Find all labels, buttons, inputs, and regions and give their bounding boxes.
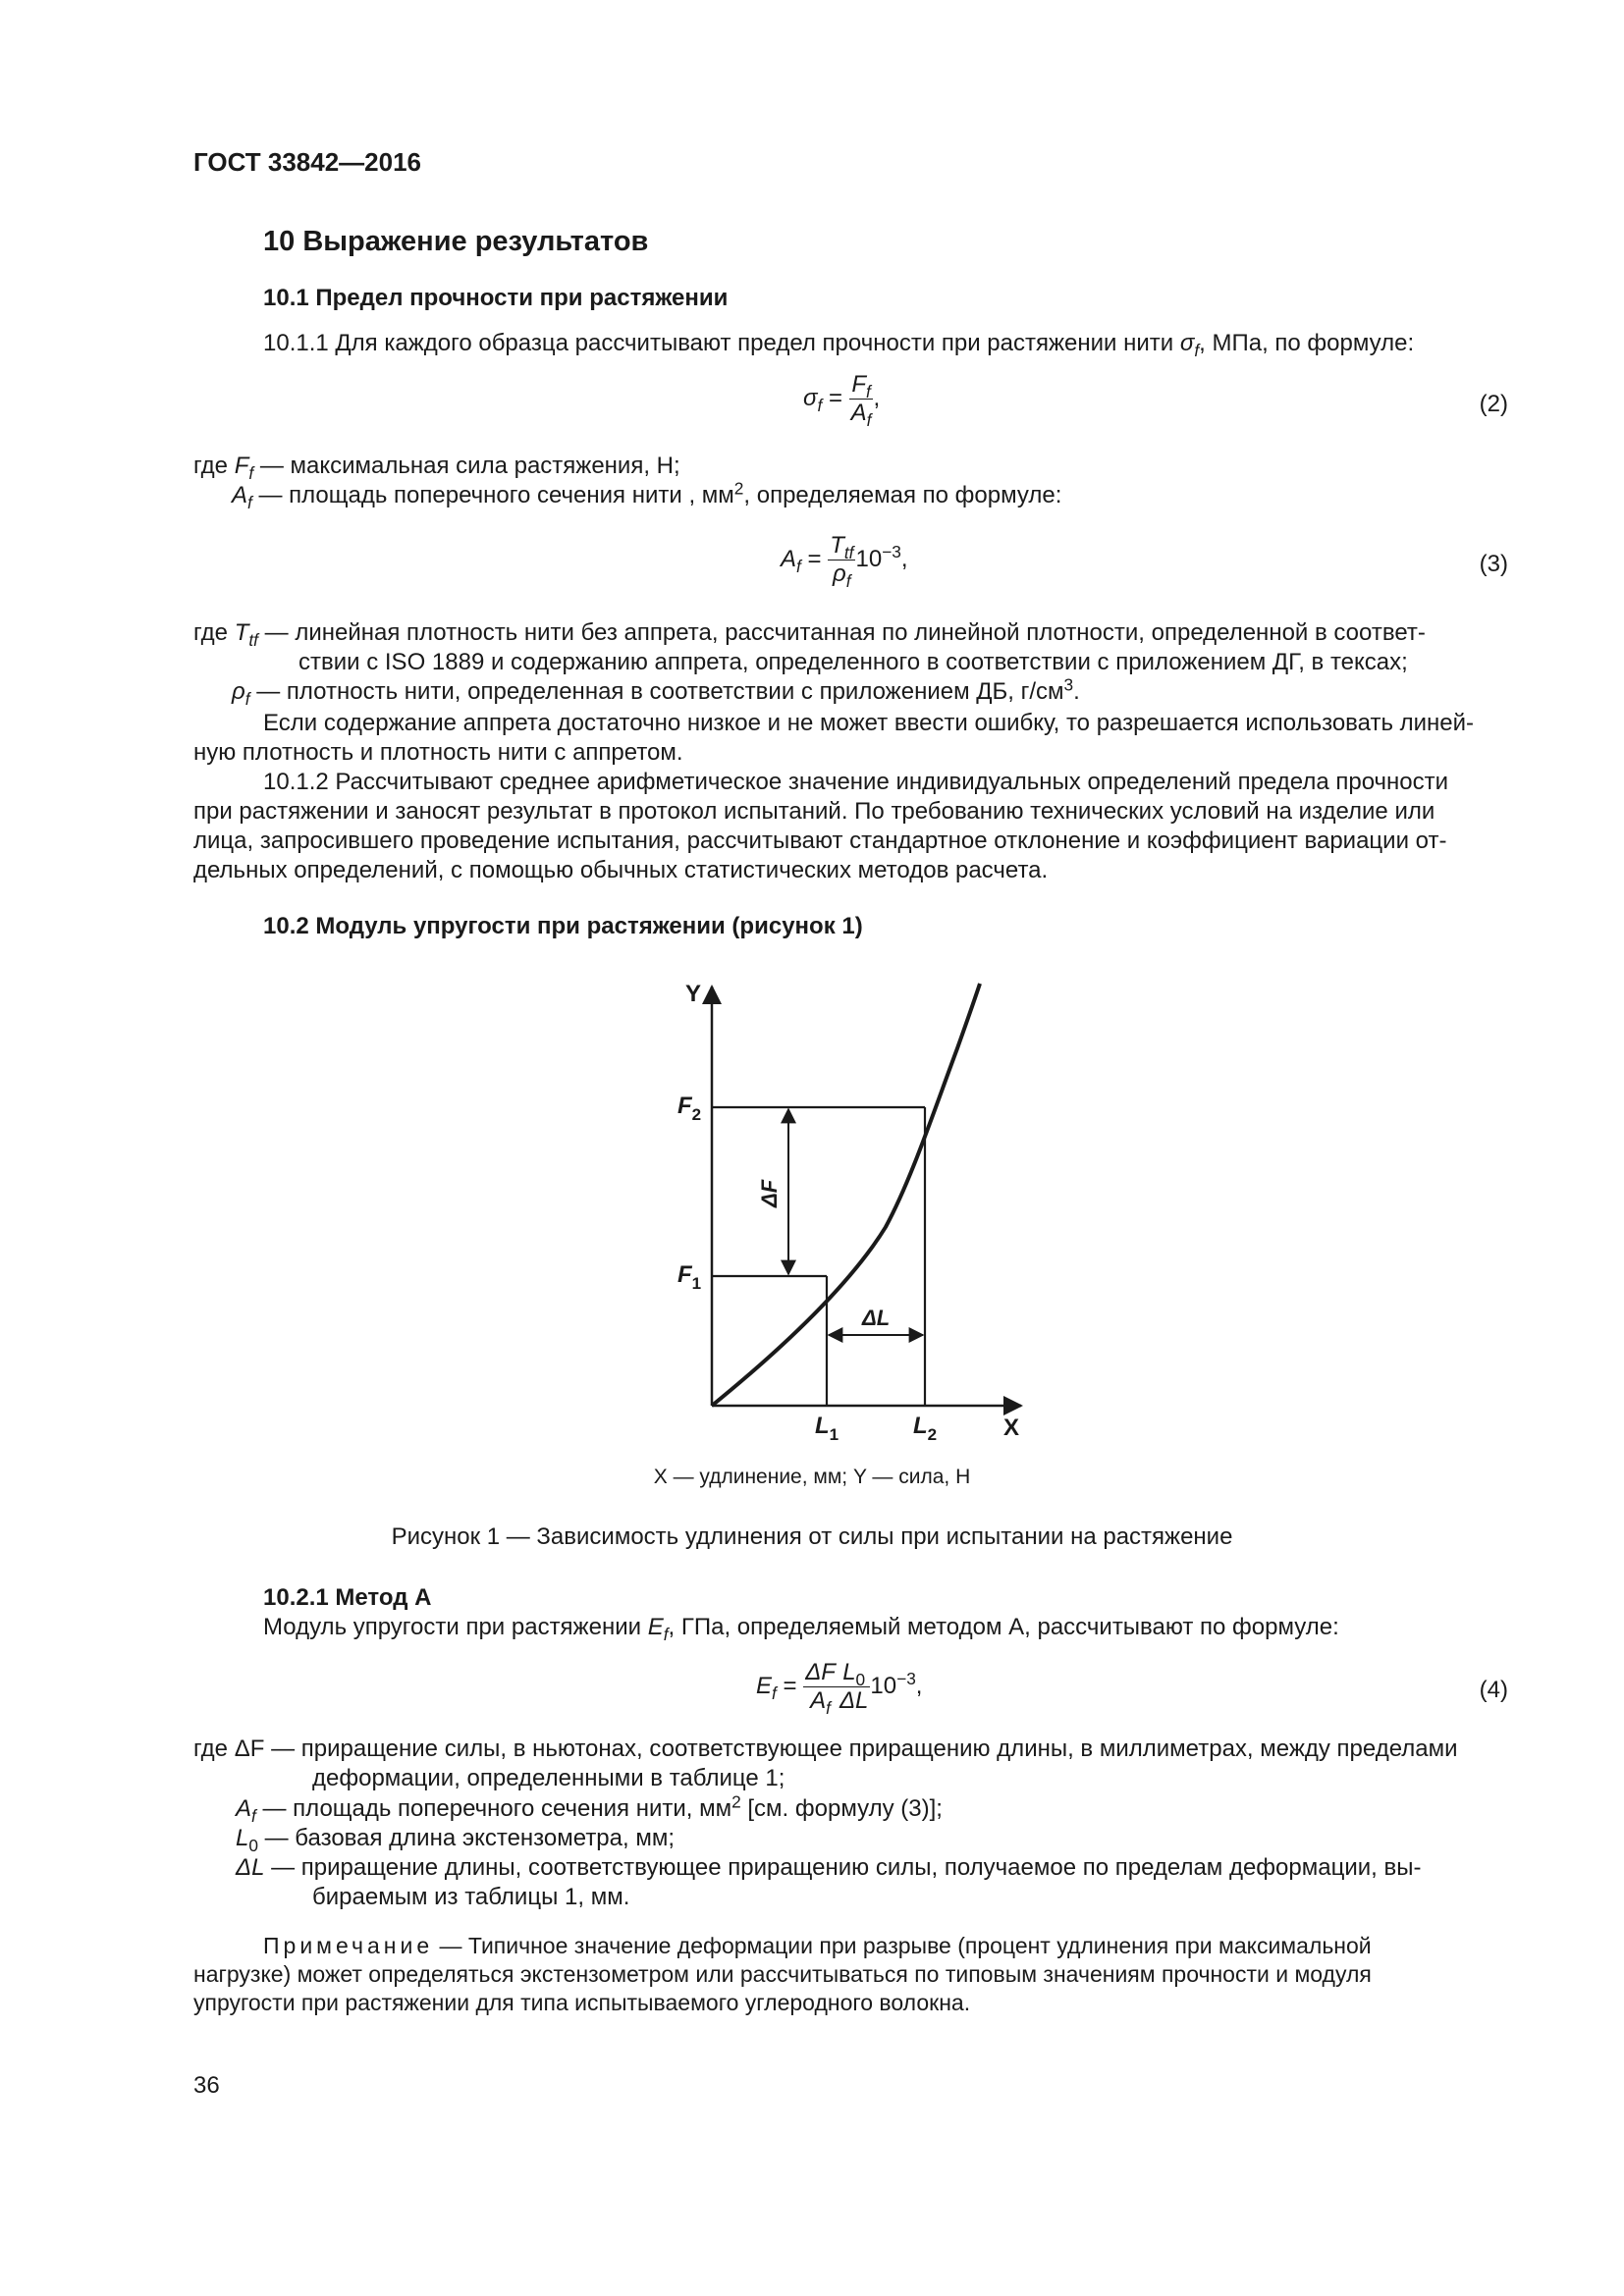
force-elongation-curve	[712, 984, 980, 1406]
where-2-line-2: $A_f$ — площадь поперечного сечения нити , $мм^2$, определяемая по формуле:	[232, 478, 1062, 513]
formula-4: $E_f$ = $\frac{\Delta F}{A_f}$ $\frac{L_0}{\Delta L}$ $10^{-3}$,	[756, 1659, 923, 1719]
f1-label: $F_1$	[677, 1261, 702, 1293]
formula-3: $A_f$ = $\frac{T_{tf}}{\rho_f}$ $10^{-3}$,	[781, 532, 908, 592]
note-line-1: Примечание — Типичное значение деформации при разрыве (процент удлинения при максимальной	[263, 1933, 1372, 1958]
paragraph-10-1-1: 10.1.1 Для каждого образца рассчитывают предел прочности при растяжении нити $\sigma_f$, МПа, по формуле:	[263, 330, 1415, 361]
l2-label: $L_2$	[913, 1413, 938, 1444]
page-number: 36	[193, 2072, 220, 2099]
y-axis-label: Y	[685, 981, 702, 1007]
figure-1-diagram	[648, 972, 1041, 1463]
where-3-line-2: ствии с ISO 1889 и содержанию аппрета, определенного в соответствии с приложением ДГ, в тексах;	[298, 649, 1408, 675]
figure-1-caption: Рисунок 1 — Зависимость удлинения от силы при испытании на растяжение	[391, 1523, 1233, 1550]
note-line-3: упругости при растяжении для типа испытываемого углеродного волокна.	[193, 1990, 971, 2015]
where-4-line-3: $A_f$ — площадь поперечного сечения нити, $мм^2$ [см. формулу (3)];	[236, 1791, 943, 1827]
document-code: ГОСТ 33842—2016	[193, 147, 421, 177]
where-4-line-1: где ΔF — приращение силы, в ньютонах, соответствующее приращению длины, в миллиметрах, между пределами	[193, 1735, 1458, 1762]
paragraph-10-1-2-line-2: при растяжении и заносят результат в протокол испытаний. По требованию технических условий на изделие или	[193, 798, 1435, 825]
where-3-line-3: $\rho_f$ — плотность нити, определенная в соответствии с приложением ДБ, $г/см^3$.	[232, 674, 1080, 710]
where-3-line-1: где $T_{tf}$ — линейная плотность нити без аппрета, рассчитанная по линейной плотности, определенной в соответ-	[193, 619, 1426, 651]
paragraph-10-1-2-line-3: лица, запросившего проведение испытания, рассчитывают стандартное отклонение и коэффициент вариации от-	[193, 828, 1447, 854]
section-title: 10 Выражение результатов	[263, 226, 649, 257]
formula-4-number: (4)	[1479, 1677, 1508, 1703]
subsection-10-1-title: 10.1 Предел прочности при растяжении	[263, 285, 729, 311]
where-4-line-5: ΔL — приращение длины, соответствующее приращению силы, получаемое по пределам деформации, вы-	[236, 1854, 1422, 1881]
paragraph-10-1-2-line-1: 10.1.2 Рассчитывают среднее арифметическое значение индивидуальных определений предела прочности	[263, 769, 1449, 795]
where-4-line-4: $L_0$ — базовая длина экстензометра, мм;	[236, 1825, 676, 1856]
subsection-10-2-1-title: 10.2.1 Метод А	[263, 1584, 432, 1611]
delta-f-label: ΔF	[757, 1179, 782, 1207]
where-4-line-2: деформации, определенными в таблице 1;	[312, 1765, 785, 1791]
x-axis-label: X	[1003, 1415, 1020, 1441]
formula-2: $\sigma_f$ = $\frac{F_f}{A_f}$ ,	[803, 371, 881, 431]
figure-1-legend: X — удлинение, мм; Y — сила, Н	[653, 1466, 971, 1488]
note-line-2: нагрузке) может определяться экстензометром или рассчитываться по типовым значениям прочности и модуля	[193, 1961, 1372, 1987]
formula-2-number: (2)	[1479, 391, 1508, 417]
subsection-10-2-title: 10.2 Модуль упругости при растяжении (рисунок 1)	[263, 913, 863, 939]
formula-3-number: (3)	[1479, 551, 1508, 577]
f2-label: $F_2$	[677, 1093, 702, 1124]
paragraph-sizing-2: ную плотность и плотность нити с аппретом.	[193, 739, 683, 766]
paragraph-sizing-1: Если содержание аппрета достаточно низкое и не может ввести ошибку, то разрешается использовать линей-	[263, 710, 1475, 736]
where-2-line-1: где $F_f$ — максимальная сила растяжения, Н;	[193, 453, 680, 484]
delta-l-label: ΔL	[862, 1306, 891, 1330]
paragraph-method-a: Модуль упругости при растяжении $E_f$, ГПа, определяемый методом А, рассчитывают по формуле:	[263, 1614, 1339, 1645]
where-4-line-6: бираемым из таблицы 1, мм.	[312, 1884, 630, 1910]
paragraph-10-1-2-line-4: дельных определений, с помощью обычных статистических методов расчета.	[193, 857, 1049, 883]
figure-1	[648, 972, 1041, 1463]
l1-label: $L_1$	[815, 1413, 839, 1444]
